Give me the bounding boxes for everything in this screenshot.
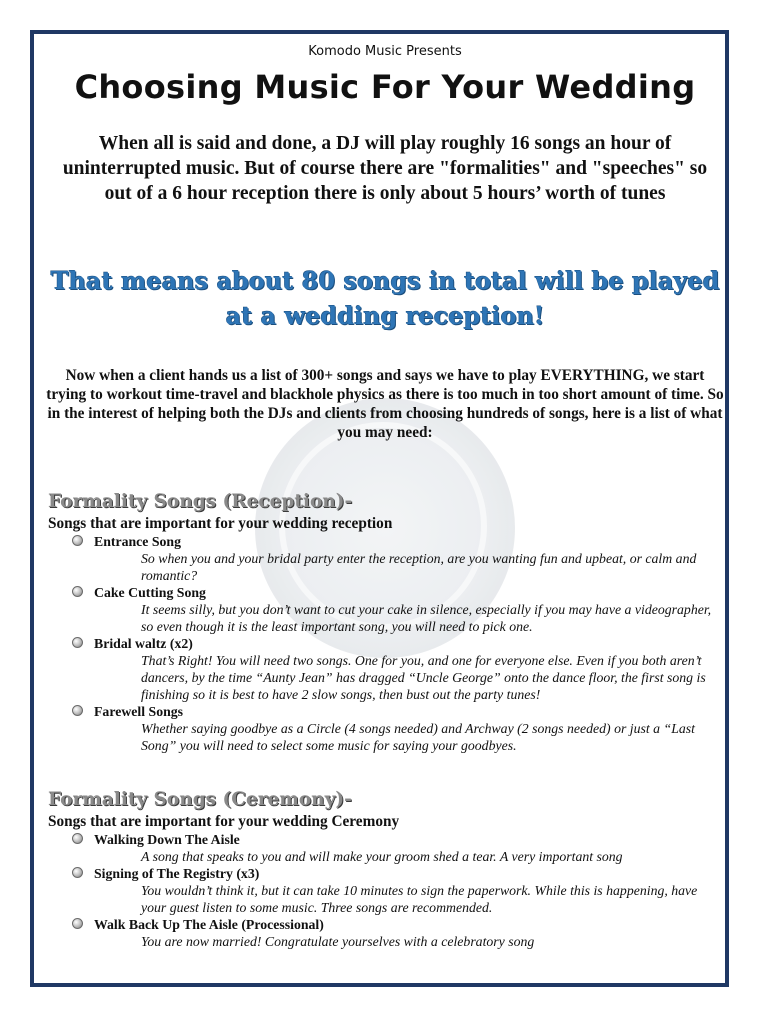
reception-section — [48, 489, 728, 754]
bullet-icon — [72, 705, 83, 716]
item-label: Walking Down The Aisle — [94, 832, 240, 847]
list-item — [48, 533, 728, 584]
section-heading: Formality Songs (Ceremony)- — [48, 789, 352, 810]
bullet-icon — [72, 637, 83, 648]
item-label: Signing of The Registry (x3) — [94, 866, 260, 881]
bullet-icon — [72, 535, 83, 546]
ceremony-section — [48, 787, 728, 950]
list-item — [48, 916, 728, 950]
item-description: Whether saying goodbye as a Circle (4 songs needed) and Archway (2 songs needed) or just a “Last Song” you will need to select some music for saying your goodbyes. — [141, 721, 695, 753]
intro-paragraph: When all is said and done, a DJ will play roughly 16 songs an hour of uninterrupted music. But of course there are "formalities" and "speeches" so out of a 6 hour reception there is only about 5 hours’ worth of tunes — [62, 133, 708, 204]
item-label: Cake Cutting Song — [94, 585, 206, 600]
highlight-statement: That means about 80 songs in total will be played at a wedding reception! — [50, 266, 720, 330]
page-title: Choosing Music For Your Wedding — [74, 68, 696, 106]
item-description: So when you and your bridal party enter the reception, are you wanting fun and upbeat, or calm and romantic? — [141, 551, 697, 583]
item-label: Farewell Songs — [94, 704, 184, 719]
section-heading: Formality Songs (Reception)- — [48, 491, 353, 512]
bullet-icon — [72, 918, 83, 929]
list-item — [48, 703, 728, 754]
section-subheading: Songs that are important for your wedding reception — [48, 515, 393, 532]
list-item — [48, 635, 728, 703]
item-label: Entrance Song — [94, 534, 182, 549]
section-subheading: Songs that are important for your wedding Ceremony — [48, 813, 400, 830]
list-item — [48, 865, 728, 916]
item-description: A song that speaks to you and will make your groom shed a tear. A very important song — [141, 849, 623, 864]
item-description: It seems silly, but you don’t want to cut your cake in silence, especially if you may have a videographer, so even though it is the least important song, you will need to pick one. — [141, 602, 712, 634]
presents-line: Komodo Music Presents — [308, 44, 462, 59]
list-item — [48, 584, 728, 635]
item-label: Bridal waltz (x2) — [94, 636, 193, 651]
bullet-icon — [72, 833, 83, 844]
item-description: That’s Right! You will need two songs. One for you, and one for everyone else. Even if you both aren’t dancers, by the time “Aunty Jean” has dragged “Uncle George” onto the dance floor, the first song is finishing so it is best to have 2 slow songs, then bust out the party tunes! — [141, 653, 706, 702]
item-label: Walk Back Up The Aisle (Processional) — [94, 917, 324, 932]
body-paragraph: Now when a client hands us a list of 300+ songs and says we have to play EVERYTHING, we start trying to workout time-travel and blackhole physics as there is too much in too short amount of time. So in the interest of helping both the DJs and clients from choosing hundreds of songs, here is a list of what you may need: — [46, 367, 724, 441]
list-item — [48, 831, 728, 865]
bullet-icon — [72, 867, 83, 878]
bullet-icon — [72, 586, 83, 597]
item-description: You wouldn’t think it, but it can take 10 minutes to sign the paperwork. While this is happening, have your guest listen to some music. Three songs are recommended. — [141, 883, 698, 915]
item-description: You are now married! Congratulate yourselves with a celebratory song — [141, 934, 535, 949]
